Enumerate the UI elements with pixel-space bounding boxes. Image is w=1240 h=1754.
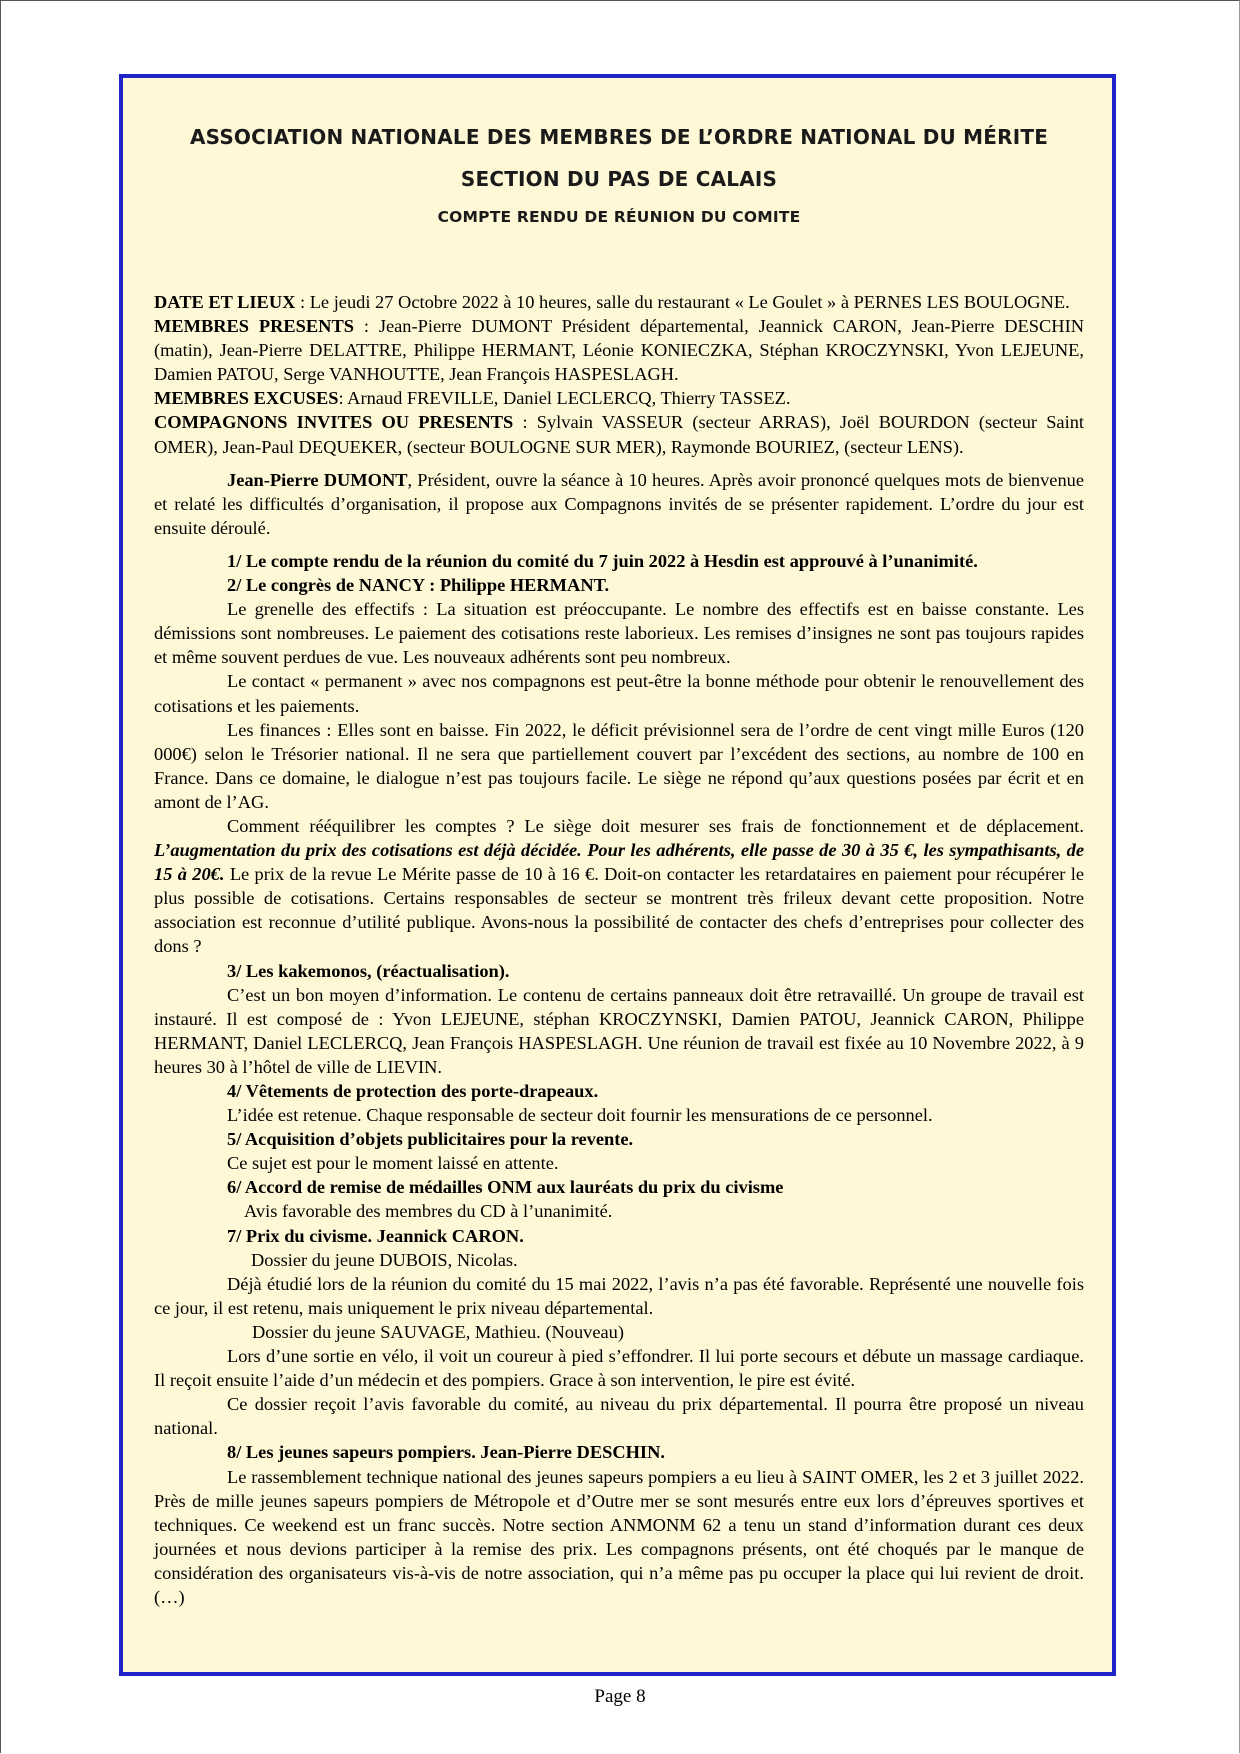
item-2-paragraph: Le grenelle des effectifs : La situation est préoccupante. Le nombre des effectifs est en baisse constante. Les démissions sont nombreuses. Le paiement des cotisations reste laborieux. Les remises d’insignes ne sont pas toujours rapides et même souvent perdues de vue. Les nouveaux adhérents sont peu nombreux. (154, 599, 1084, 668)
document-content (154, 114, 1084, 1609)
item-2-emphasis: L’augmentation du prix des cotisations est déjà décidée. Pour les adhérents, elle passe de 30 à 35 €, les sympathisants, de 15 à 20€. (154, 840, 1084, 885)
intro-text: , Président, ouvre la séance à 10 heures. Après avoir prononcé quelques mots de bienvenue et relaté les difficultés d’organisation, il propose aux Compagnons invités de se présenter rapidement. L’ordre du jour est ensuite déroulé. (154, 469, 1084, 538)
item-2-text: Comment rééquilibrer les comptes ? Le siège doit mesurer ses frais de fonctionnement et de déplacement. (227, 815, 1084, 836)
item-2-text: Le prix de la revue Le Mérite passe de 10 à 16 €. Doit-on contacter les retardataires en paiement pour récupérer le plus possible de cotisations. Certains responsables de secteur se montrent très frileux devant cette proposition. Notre association est reconnue d’utilité publique. Avons-nous la possibilité de contacter des chefs d’entreprises pour collecter des dons ? (154, 864, 1084, 957)
present-label: MEMBRES PRESENTS (154, 316, 354, 337)
date-paragraph (154, 290, 1084, 314)
excused-paragraph (154, 386, 1084, 410)
agenda-item-3: 3/ Les kakemonos, (réactualisation). (227, 960, 510, 981)
guests-label: COMPAGNONS INVITES OU PRESENTS (154, 412, 514, 433)
present-paragraph (154, 314, 1084, 386)
page-number: Page 8 (594, 1686, 646, 1707)
guests-text: : Sylvain VASSEUR (secteur ARRAS), Joël BOURDON (secteur Saint OMER), Jean-Paul DEQUEKER, (secteur BOULOGNE SUR MER), Raymonde BOURIEZ, (secteur LENS). (154, 412, 1084, 457)
item-2-paragraph: Le contact « permanent » avec nos compagnons est peut-être la bonne méthode pour obtenir le renouvellement des cotisations et les paiements. (154, 671, 1084, 716)
item-2-paragraph (154, 814, 1084, 959)
agenda-item-6: 6/ Accord de remise de médailles ONM aux lauréats du prix du civisme (227, 1177, 784, 1198)
document-title: ASSOCIATION NATIONALE DES MEMBRES DE L’ORDRE NATIONAL DU MÉRITE (189, 125, 1049, 149)
item-2-paragraph: Les finances : Elles sont en baisse. Fin 2022, le déficit prévisionnel sera de l’ordre de cent vingt mille Euros (120 000€) selon le Trésorier national. Il ne sera que partiellement couvert par l’excédent des sections, au nombre de 100 en France. Dans ce domaine, le dialogue n’est pas toujours facile. Le siège ne répond qu’aux questions posées par écrit et en amont de l’AG. (154, 719, 1084, 812)
guests-paragraph (154, 410, 1084, 458)
item-7-paragraph: Lors d’une sortie en vélo, il voit un coureur à pied s’effondrer. Il lui porte secours et débute un massage cardiaque. Il reçoit ensuite l’aide d’un médecin et des pompiers. Grace à son intervention, le pire est évité. (154, 1346, 1084, 1391)
item-6-paragraph: Avis favorable des membres du CD à l’unanimité. (244, 1201, 613, 1222)
report-subtitle: COMPTE RENDU DE RÉUNION DU COMITE (437, 208, 801, 226)
date-label: DATE ET LIEUX (154, 292, 296, 312)
agenda-item-1: 1/ Le compte rendu de la réunion du comité du 7 juin 2022 à Hesdin est approuvé à l’unanimité. (227, 550, 978, 571)
item-3-paragraph: C’est un bon moyen d’information. Le contenu de certains panneaux doit être retravaillé. Un groupe de travail est instauré. Il est composé de : Yvon LEJEUNE, stéphan KROCZYNSKI, Damien PATOU, Jeannick CARON, Philippe HERMANT, Daniel LECLERCQ, Jean François HASPESLAGH. Une réunion de travail est fixée au 10 Novembre 2022, à 9 heures 30 à l’hôtel de ville de LIEVIN. (154, 984, 1084, 1077)
item-7-paragraph: Ce dossier reçoit l’avis favorable du comité, au niveau du prix départemental. Il pourra être proposé un niveau national. (154, 1394, 1084, 1439)
agenda-item-2: 2/ Le congrès de NANCY : Philippe HERMANT. (227, 575, 610, 596)
excused-label: MEMBRES EXCUSES (154, 388, 339, 409)
president-name: Jean-Pierre DUMONT (227, 469, 408, 490)
item-8-paragraph: Le rassemblement technique national des jeunes sapeurs pompiers a eu lieu à SAINT OMER, les 2 et 3 juillet 2022. Près de mille jeunes sapeurs pompiers de Métropole et d’Outre mer se sont mesurés entre eux lors d’épreuves sportives et techniques. Ce weekend est un franc succès. Notre section ANMONM 62 a tenu un stand d’information durant ces deux journées et nous devions participer à la remise des prix. Les compagnons présents, ont été choqués par le manque de considération des organisateurs vis-à-vis de notre association, qui n’a même pas pu occuper la place qui lui revient de droit. (…) (154, 1466, 1084, 1607)
agenda-item-7: 7/ Prix du civisme. Jeannick CARON. (227, 1225, 524, 1246)
agenda-item-5: 5/ Acquisition d’objets publicitaires pour la revente. (227, 1129, 634, 1150)
item-7-paragraph: Déjà étudié lors de la réunion du comité du 15 mai 2022, l’avis n’a pas été favorable. Représenté une nouvelle fois ce jour, il est retenu, mais uniquement le prix niveau départemental. (154, 1273, 1084, 1318)
agenda-item-4: 4/ Vêtements de protection des porte-drapeaux. (227, 1081, 599, 1101)
item-5-paragraph: Ce sujet est pour le moment laissé en attente. (227, 1153, 559, 1174)
excused-text: : Arnaud FREVILLE, Daniel LECLERCQ, Thierry TASSEZ. (338, 388, 791, 409)
present-text: : Jean-Pierre DUMONT Président départemental, Jeannick CARON, Jean-Pierre DESCHIN (matin), Jean-Pierre DELATTRE, Philippe HERMANT, Léonie KONIECZKA, Stéphan KROCZYNSKI, Yvon LEJEUNE, Damien PATOU, Serge VANHOUTTE, Jean François HASPESLAGH. (154, 316, 1084, 385)
section-title: SECTION DU PAS DE CALAIS (460, 167, 778, 191)
intro-paragraph (154, 468, 1084, 540)
date-text: : Le jeudi 27 Octobre 2022 à 10 heures, salle du restaurant « Le Goulet » à PERNES LES BOULOGNE. (295, 292, 1070, 312)
agenda-item-8: 8/ Les jeunes sapeurs pompiers. Jean-Pierre DESCHIN. (227, 1442, 665, 1463)
item-7-paragraph: Dossier du jeune DUBOIS, Nicolas. (251, 1249, 518, 1270)
item-7-paragraph: Dossier du jeune SAUVAGE, Mathieu. (Nouveau) (252, 1321, 625, 1342)
item-4-paragraph: L’idée est retenue. Chaque responsable de secteur doit fournir les mensurations de ce personnel. (227, 1105, 933, 1126)
